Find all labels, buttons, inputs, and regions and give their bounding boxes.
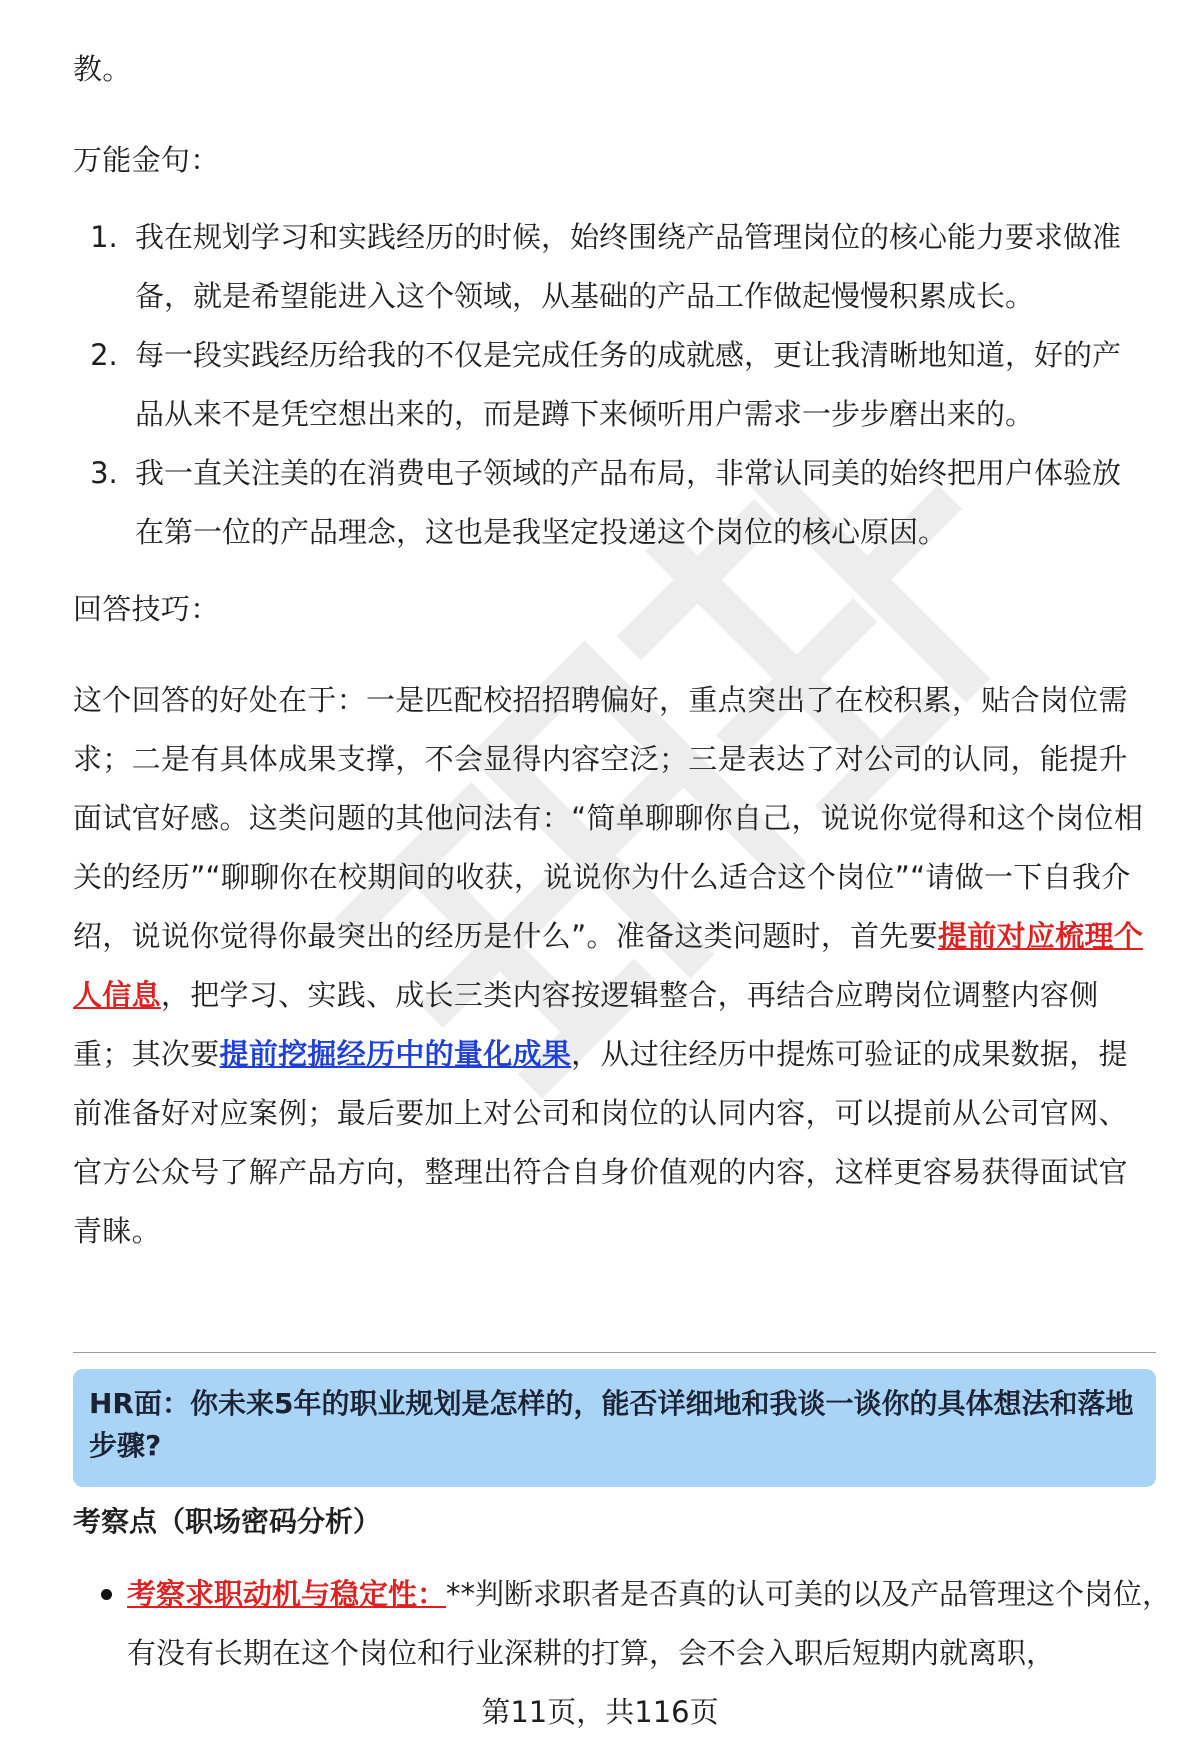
page-footer: 第11页，共116页	[481, 1695, 719, 1729]
golden-sentences-title: 万能金句：	[73, 143, 220, 177]
point-text: **判断求职者是否真的认可美的以及产品管理这个岗位，有没有长期在这个岗位和行业深耕的打算，会不会入职后短期内就离职，	[127, 1577, 1172, 1670]
bullet-dot-icon	[101, 1589, 112, 1600]
answer-tips-title: 回答技巧：	[73, 592, 220, 626]
answer-tips-paragraph	[73, 671, 1146, 1261]
assessment-points-title: 考察点（职场密码分析）	[73, 1505, 382, 1538]
point-label: 考察求职动机与稳定性：	[127, 1577, 447, 1611]
hr-question-box: HR面：你未来5年的职业规划是怎样的，能否详细地和我谈一谈你的具体想法和落地步骤?	[73, 1369, 1156, 1487]
tips-text-part3: ，从过往经历中提炼可验证的成果数据，提前准备好对应案例；最后要加上对公司和岗位的认同内容，可以提前从公司官网、官方公众号了解产品方向，整理出符合自身价值观的内容，这样更容易获得面试官青睐。	[73, 1037, 1128, 1248]
golden-sentences-list	[73, 208, 1146, 562]
assessment-points-list	[73, 1565, 1200, 1683]
golden-sentence-item: 2. 每一段实践经历给我的不仅是完成任务的成就感，更让我清晰地知道，好的产品从来不是凭空想出来的，而是蹲下来倾听用户需求一步步磨出来的。	[127, 326, 1146, 444]
tips-text-part1: 这个回答的好处在于：一是匹配校招招聘偏好，重点突出了在校积累，贴合岗位需求；二是有具体成果支撑，不会显得内容空泛；三是表达了对公司的认同，能提升面试官好感。这类问题的其他问法有：“简单聊聊你自己，说说你觉得和这个岗位相关的经历”“聊聊你在校期间的收获，说说你为什么适合这个岗位”“请做一下自我介绍，说说你觉得你最突出的经历是什么”。准备这类问题时，首先要	[73, 683, 1144, 953]
assessment-point-item	[127, 1565, 1200, 1683]
leading-text: 教。	[73, 52, 132, 86]
golden-sentence-item: 3. 我一直关注美的在消费电子领域的产品布局，非常认同美的始终把用户体验放在第一位的产品理念，这也是我坚定投递这个岗位的核心原因。	[127, 444, 1146, 562]
main-content	[73, 40, 1146, 1261]
golden-sentence-item: 1. 我在规划学习和实践经历的时候，始终围绕产品管理岗位的核心能力要求做准备，就是希望能进入这个领域，从基础的产品工作做起慢慢积累成长。	[127, 208, 1146, 326]
tips-text-part2: ，把学习、实践、成长三类内容按逻辑整合，再结合应聘岗位调整内容侧重；其次要	[73, 978, 1099, 1071]
section-divider	[73, 1352, 1156, 1353]
highlight-quantified-results: 提前挖掘经历中的量化成果	[219, 1037, 572, 1071]
highlight-organize-info: 提前对应梳理个人信息	[73, 919, 1144, 1012]
